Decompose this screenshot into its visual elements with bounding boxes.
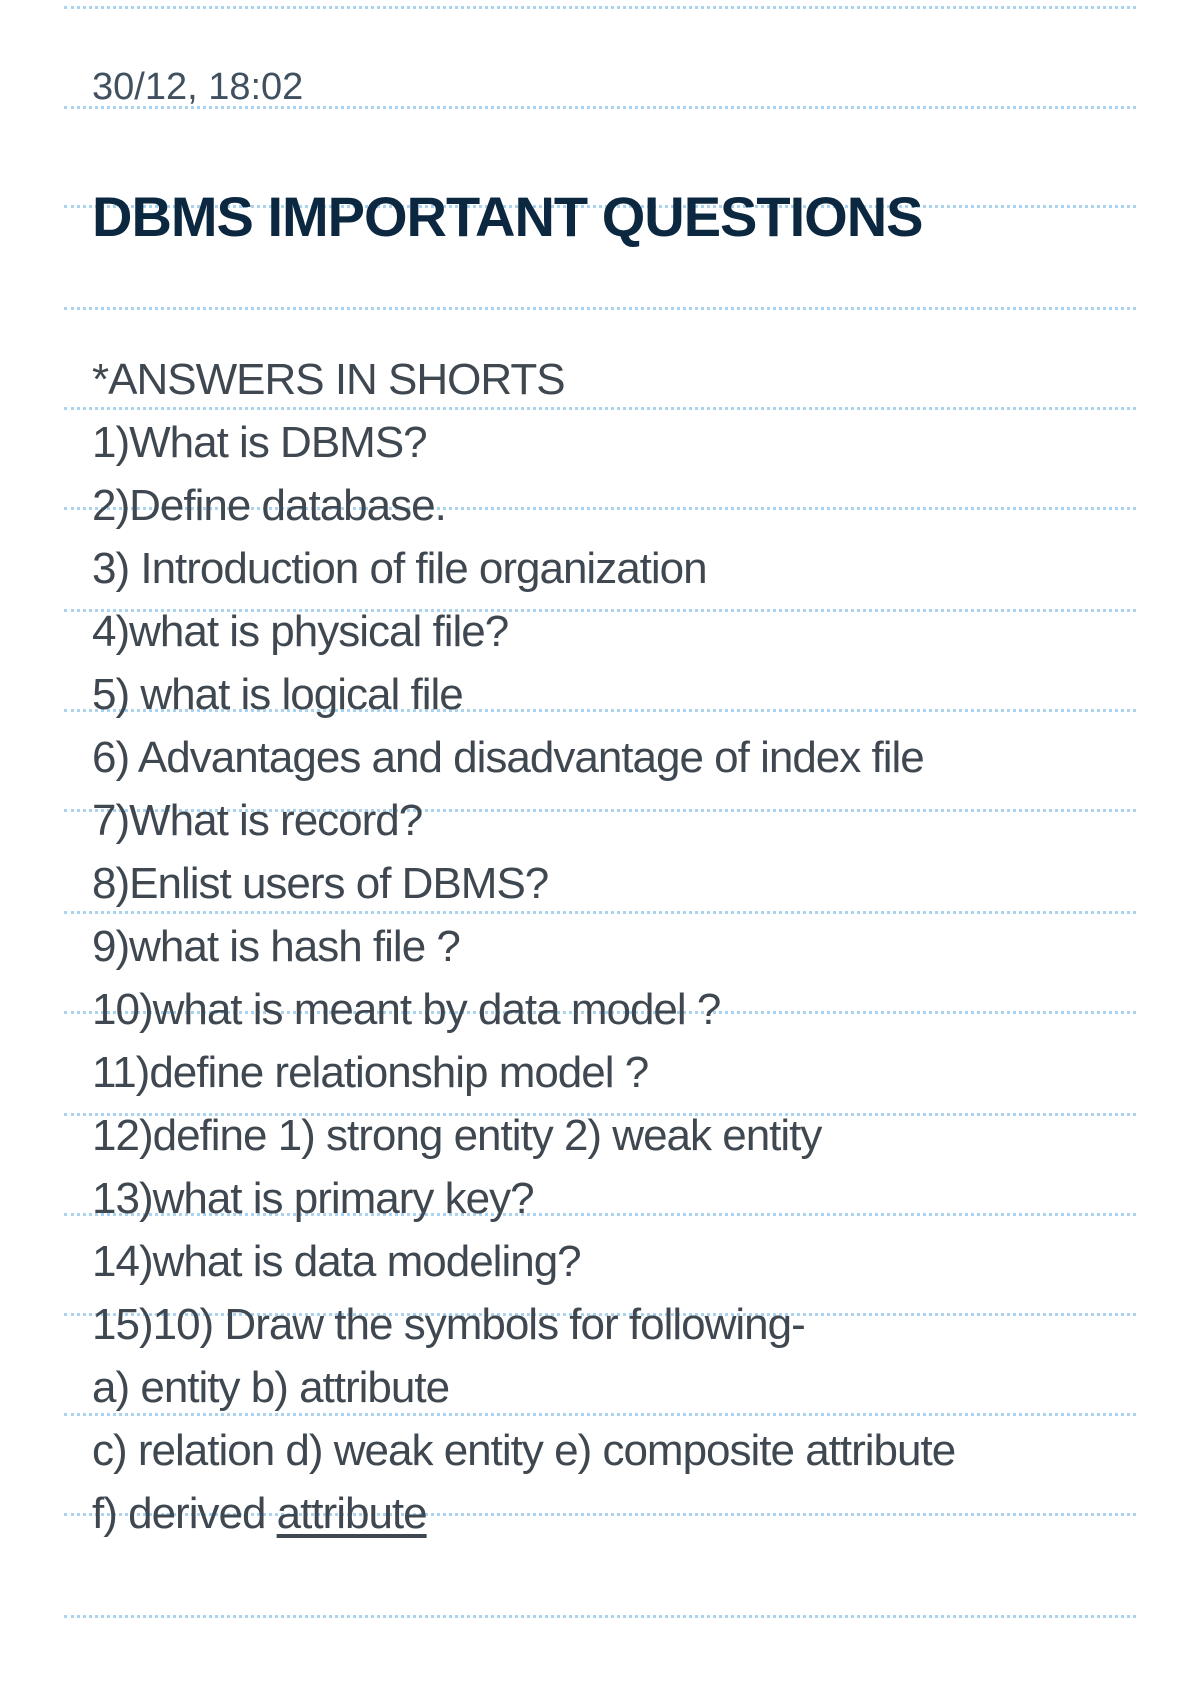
question-item: 1)What is DBMS? [92, 418, 427, 467]
question-item: 8)Enlist users of DBMS? [92, 859, 549, 908]
last-line-prefix: f) derived [92, 1489, 277, 1538]
question-item-last [92, 1482, 1152, 1545]
question-item: 5) what is logical file [92, 670, 463, 719]
page-title: DBMS IMPORTANT QUESTIONS [92, 185, 923, 248]
question-item: 11)define relationship model ? [92, 1048, 649, 1097]
note-body [92, 348, 1152, 1545]
ruled-line [64, 1615, 1136, 1618]
question-item: 3) Introduction of file organization [92, 544, 707, 593]
ruled-line [64, 307, 1136, 310]
question-item: 2)Define database. [92, 481, 446, 530]
note-timestamp: 30/12, 18:02 [92, 66, 304, 108]
question-item: 4)what is physical file? [92, 607, 509, 656]
ruled-line [64, 6, 1136, 9]
question-item: 12)define 1) strong entity 2) weak entity [92, 1111, 822, 1160]
question-item: 10)what is meant by data model ? [92, 985, 721, 1034]
question-item: 7)What is record? [92, 796, 423, 845]
question-item: 15)10) Draw the symbols for following- [92, 1300, 805, 1349]
question-item: 13)what is primary key? [92, 1174, 534, 1223]
question-item: 14)what is data modeling? [92, 1237, 581, 1286]
question-item: a) entity b) attribute [92, 1363, 450, 1412]
underlined-word: attribute [276, 1489, 427, 1538]
question-item: 6) Advantages and disadvantage of index file [92, 733, 924, 782]
question-item: c) relation d) weak entity e) composite attribute [92, 1426, 956, 1475]
note-subtitle: *ANSWERS IN SHORTS [92, 355, 565, 404]
question-item: 9)what is hash file ? [92, 922, 460, 971]
